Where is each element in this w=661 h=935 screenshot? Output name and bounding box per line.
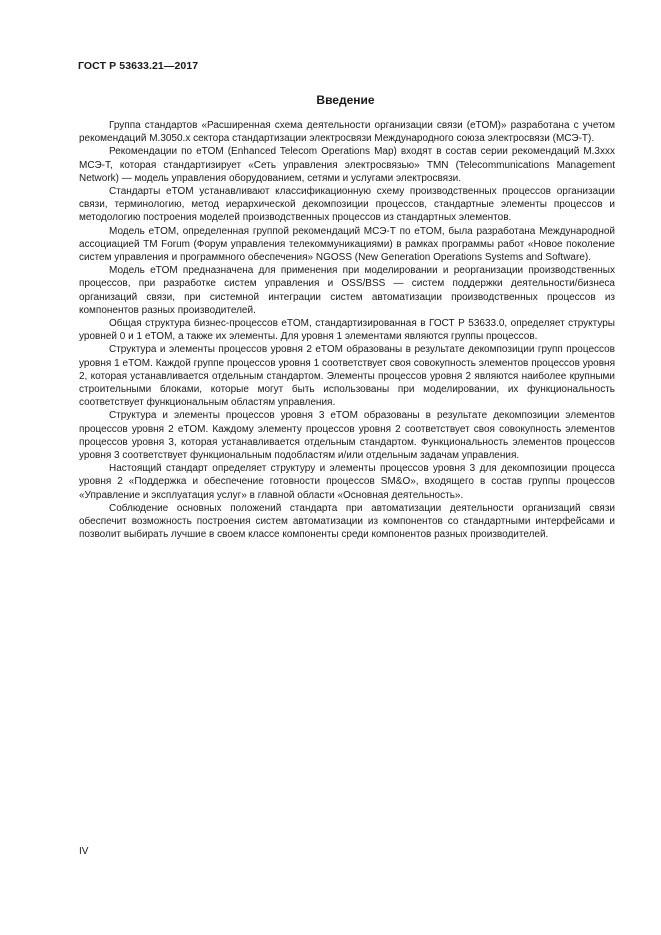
paragraph: Модель eTOM предназначена для применения при моделировании и реорганизации производственных процессов, при разработке систем управления и OSS/BSS — систем поддержки деятельности/бизнеса организаций связи, при системной интеграции систем автоматизации производственных процессов из компонентов разных производителей. xyxy=(79,265,615,316)
paragraph: Соблюдение основных положений стандарта при автоматизации деятельности организаций связи обеспечит возможность построения систем автоматизации из компонентов со стандартными интерфейсами и позволит выбирать лучшие в своем классе компоненты среди компонентов разных производителей. xyxy=(79,502,615,541)
paragraph: Общая структура бизнес-процессов eTOM, стандартизированная в ГОСТ Р 53633.0, определяет структуры уровней 0 и 1 eTOM, а также их элементы. Для уровня 1 элементами являются группы процессов. xyxy=(79,318,615,343)
section-title: Введение xyxy=(316,93,375,107)
paragraph: Модель eTOM, определенная группой рекомендаций МСЭ-Т по eTOM, была разработана Международной ассоциацией TM Forum (Форум управления телекоммуникациями) в рамках программы работ «Новое поколение систем управления и программного обеспечения» NGOSS (New Generation Operations Systems and Software). xyxy=(79,225,615,264)
document-standard-id: ГОСТ Р 53633.21—2017 xyxy=(78,60,199,72)
paragraph: Стандарты eTOM устанавливают классификационную схему производственных процессов организации связи, терминологию, метод иерархической декомпозиции процессов, стандартные элементы процессов и методологию построения моделей производственных процессов из стандартных элементов. xyxy=(79,186,615,224)
paragraph: Рекомендации по eTOM (Enhanced Telecom Operations Map) входят в состав серии рекомендаций М.3ххх МСЭ-Т, которая стандартизирует «Сеть управления электросвязью» TMN (Telecommunications Management Network) — модель управления оборудованием, сетями и услугами электросвязи. xyxy=(79,146,615,184)
paragraph: Группа стандартов «Расширенная схема деятельности организации связи (eTOM)» разработана с учетом рекомендаций М.3050.х сектора стандартизации электросвязи Международного союза электросвязи (МСЭ-Т). xyxy=(79,120,615,145)
paragraph: Структура и элементы процессов уровня 2 eTOM образованы в результате декомпозиции групп процессов уровня 1 eTOM. Каждой группе процессов уровня 1 соответствует своя совокупность элементов процессов уровня 2, которая устанавливается отдельным стандартом. Элементы процессов уровня 2 являются наиболее крупными строительными блоками, которые могут быть использованы при моделировании, их функциональность соответствует функциональным областям управления. xyxy=(79,344,615,409)
introduction-body xyxy=(79,119,615,542)
paragraph: Структура и элементы процессов уровня 3 eTOM образованы в результате декомпозиции элементов процессов уровня 2 eTOM. Каждому элементу процессов уровня 2 соответствует своя совокупность элементов процессов уровня 3, которая устанавливается отдельным стандартом. Функциональность элементов процессов уровня 3 соответствует функциональным подобластям и/или отдельным задачам управления. xyxy=(79,410,615,462)
page-number: IV xyxy=(79,846,89,857)
paragraph: Настоящий стандарт определяет структуру и элементы процессов уровня 3 для декомпозиции процесса уровня 2 «Поддержка и обеспечение готовности процессов SM&O», входящего в состав группы процессов «Управление и эксплуатация услуг» в главной области «Основная деятельность». xyxy=(79,463,615,501)
